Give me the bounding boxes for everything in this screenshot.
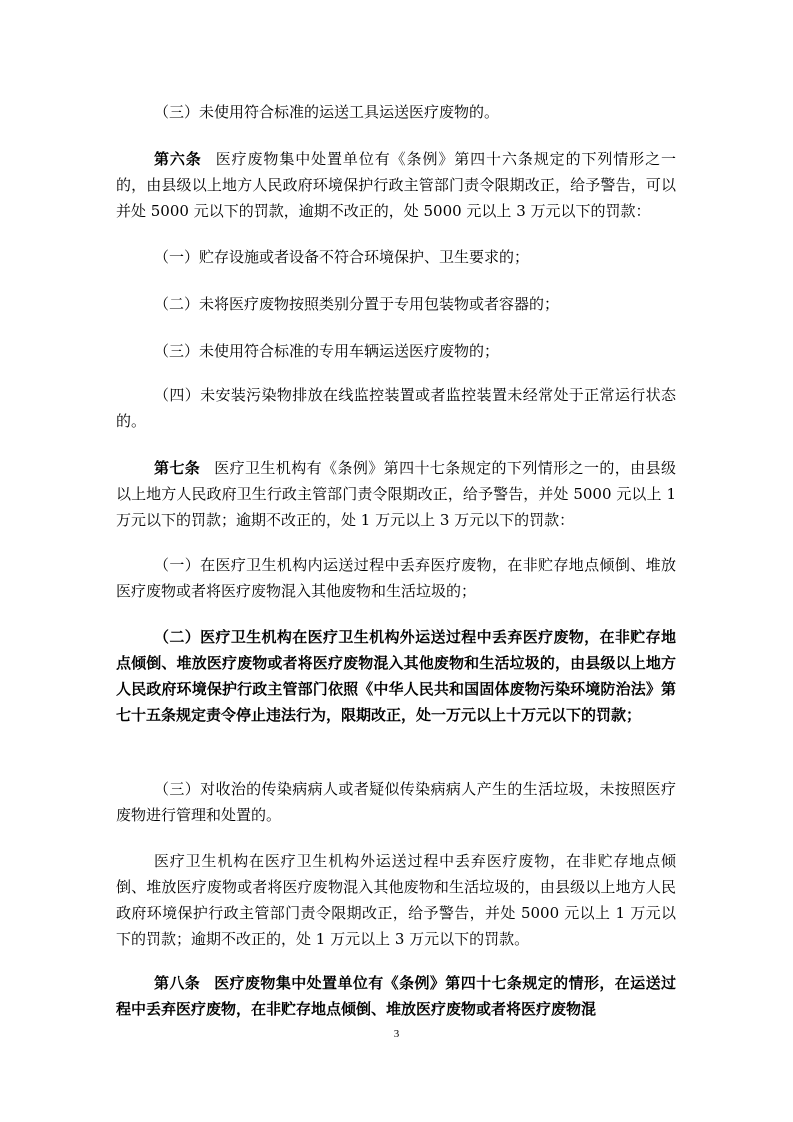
list-marker: （二） [154,628,201,646]
list-item: （三）对收治的传染病病人或者疑似传染病病人产生的生活垃圾，未按照医疗废物进行管理和处置的。 [116,780,676,824]
list-item: （二）未将医疗废物按照类别分置于专用包装物或者容器的； [154,295,560,313]
paragraph-item-3: （三）未使用符合标准的运送工具运送医疗废物的。 [154,103,500,121]
page-number: 3 [393,1028,400,1040]
list-item: （四）未安装污染物排放在线监控装置或者监控装置未经常处于正常运行状态的。 [116,386,676,430]
article-title: 第八条 [154,974,201,992]
list-item: （一）在医疗卫生机构内运送过程中丢弃医疗废物，在非贮存地点倾倒、堆放医疗废物或者将医疗废物混入其他废物和生活垃圾的； [116,556,676,600]
article-body: 医疗废物集中处置单位有《条例》第四十六条规定的下列情形之一的，由县级以上地方人民政府环境保护行政主管部门责令限期改正，给予警告，可以并处 5000 元以下的罚款，逾期不改正的，处 5000 元以上 3 万元以下的罚款： [116,150,676,220]
list-item: （一）贮存设施或者设备不符合环境保护、卫生要求的； [154,248,530,266]
article-8 [116,970,676,1022]
article-body: 医疗废物集中处置单位有《条例》第四十七条规定的情形，在运送过程中丢弃医疗废物，在非贮存地点倾倒、堆放医疗废物或者将医疗废物混 [116,974,676,1018]
article-title: 第六条 [154,150,202,168]
article-body: 医疗卫生机构有《条例》第四十七条规定的下列情形之一的，由县级以上地方人民政府卫生行政主管部门责令限期改正，给予警告，并处 5000 元以上 1 万元以下的罚款；逾期不改正的，处 1 万元以上 3 万元以下的罚款： [116,459,676,529]
article-6 [116,146,676,224]
article-title: 第七条 [154,459,201,477]
article-7 [116,455,676,533]
body-paragraph: 医疗卫生机构在医疗卫生机构外运送过程中丢弃医疗废物，在非贮存地点倾倒、堆放医疗废物或者将医疗废物混入其他废物和生活垃圾的，由县级以上地方人民政府环境保护行政主管部门责令限期改正，给予警告，并处 5000 元以上 1 万元以下的罚款；逾期不改正的，处 1 万元以上 3 万元以下的罚款。 [116,852,676,948]
list-item-bold: （二）医疗卫生机构在医疗卫生机构外运送过程中丢弃医疗废物，在非贮存地点倾倒、堆放医疗废物或者将医疗废物混入其他废物和生活垃圾的，由县级以上地方人民政府环境保护行政主管部门依照《中华人民共和国固体废物污染环境防治法》第七十五条规定责令停止违法行为，限期改正，处一万元以上十万元以下的罚款； [116,628,676,724]
list-item: （三）未使用符合标准的专用车辆运送医疗废物的； [154,342,500,360]
